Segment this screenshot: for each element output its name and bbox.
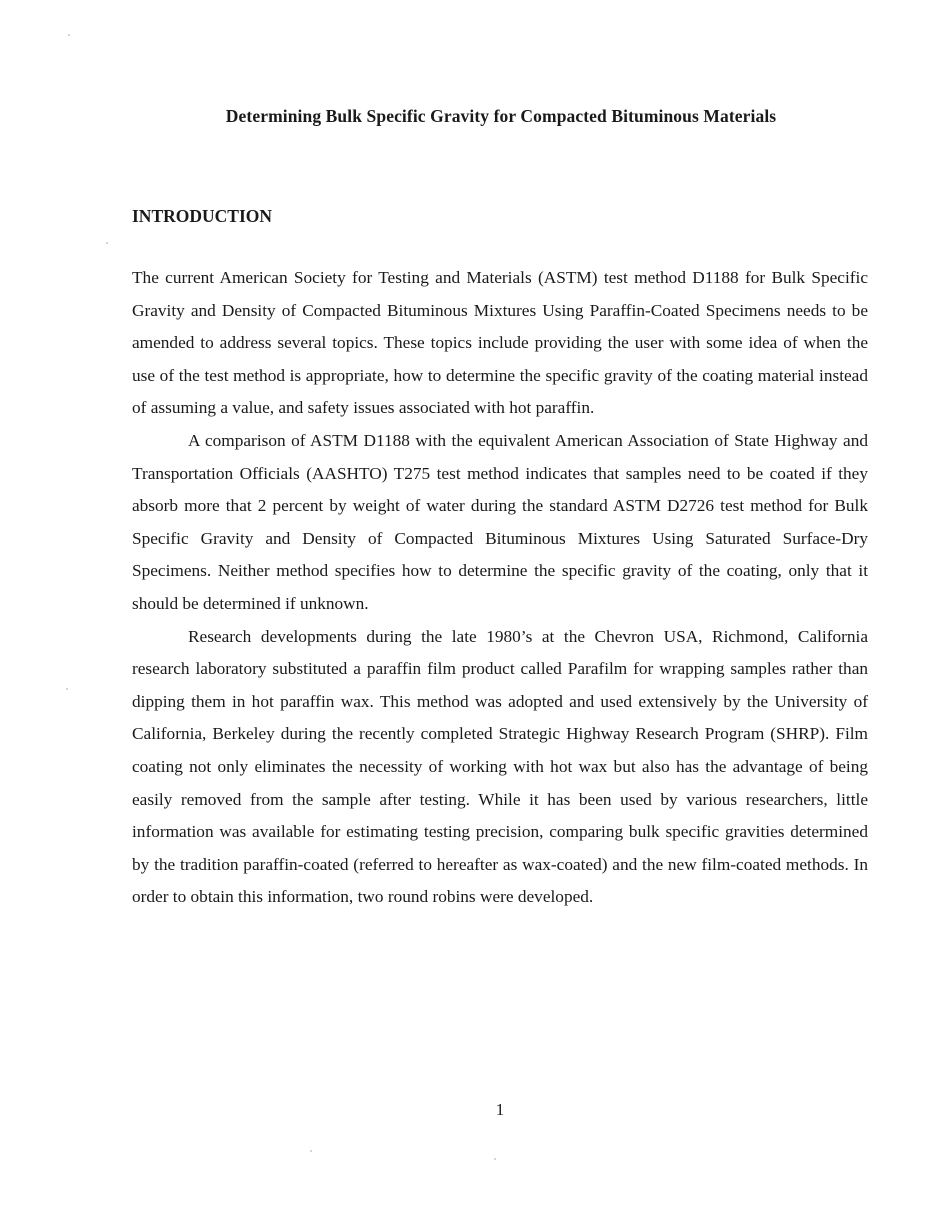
paragraph-2: A comparison of ASTM D1188 with the equivalent American Association of State Highway and Transportation Officials (AASHTO) T275 test method indicates that samples need to be coated if they absorb more that 2 percent by weight of water during the standard ASTM D2726 test method for Bulk Specific Gravity and Density of Compacted Bituminous Mixtures Using Saturated Surface-Dry Specimens. Neither method specifies how to determine the specific gravity of the coating, only that it should be determined if unknown. <box>132 430 868 613</box>
page-number: 1 <box>495 1100 505 1119</box>
document-title: Determining Bulk Specific Gravity for Compacted Bituminous Materials <box>225 106 777 126</box>
body-text <box>132 262 868 914</box>
scan-speck <box>494 1158 496 1160</box>
scan-speck <box>310 1150 312 1152</box>
paragraph-3: Research developments during the late 1980’s at the Chevron USA, Richmond, California research laboratory substituted a paraffin film product called Parafilm for wrapping samples rather than dipping them in hot paraffin wax. This method was adopted and used extensively by the University of California, Berkeley during the recently completed Strategic Highway Research Program (SHRP). Film coating not only eliminates the necessity of working with hot wax but also has the advantage of being easily removed from the sample after testing. While it has been used by various researchers, little information was available for estimating testing precision, comparing bulk specific gravities determined by the tradition paraffin-coated (referred to hereafter as wax-coated) and the new film-coated methods. In order to obtain this information, two round robins were developed. <box>132 626 868 907</box>
scan-speck <box>106 242 108 244</box>
scan-speck <box>68 34 70 36</box>
scan-speck <box>66 688 68 690</box>
paragraph-1: The current American Society for Testing and Materials (ASTM) test method D1188 for Bulk Specific Gravity and Density of Compacted Bituminous Mixtures Using Paraffin-Coated Specimens needs to be amended to address several topics. These topics include providing the user with some idea of when the use of the test method is appropriate, how to determine the specific gravity of the coating material instead of assuming a value, and safety issues associated with hot paraffin. <box>132 268 868 418</box>
section-heading: INTRODUCTION <box>132 206 273 226</box>
